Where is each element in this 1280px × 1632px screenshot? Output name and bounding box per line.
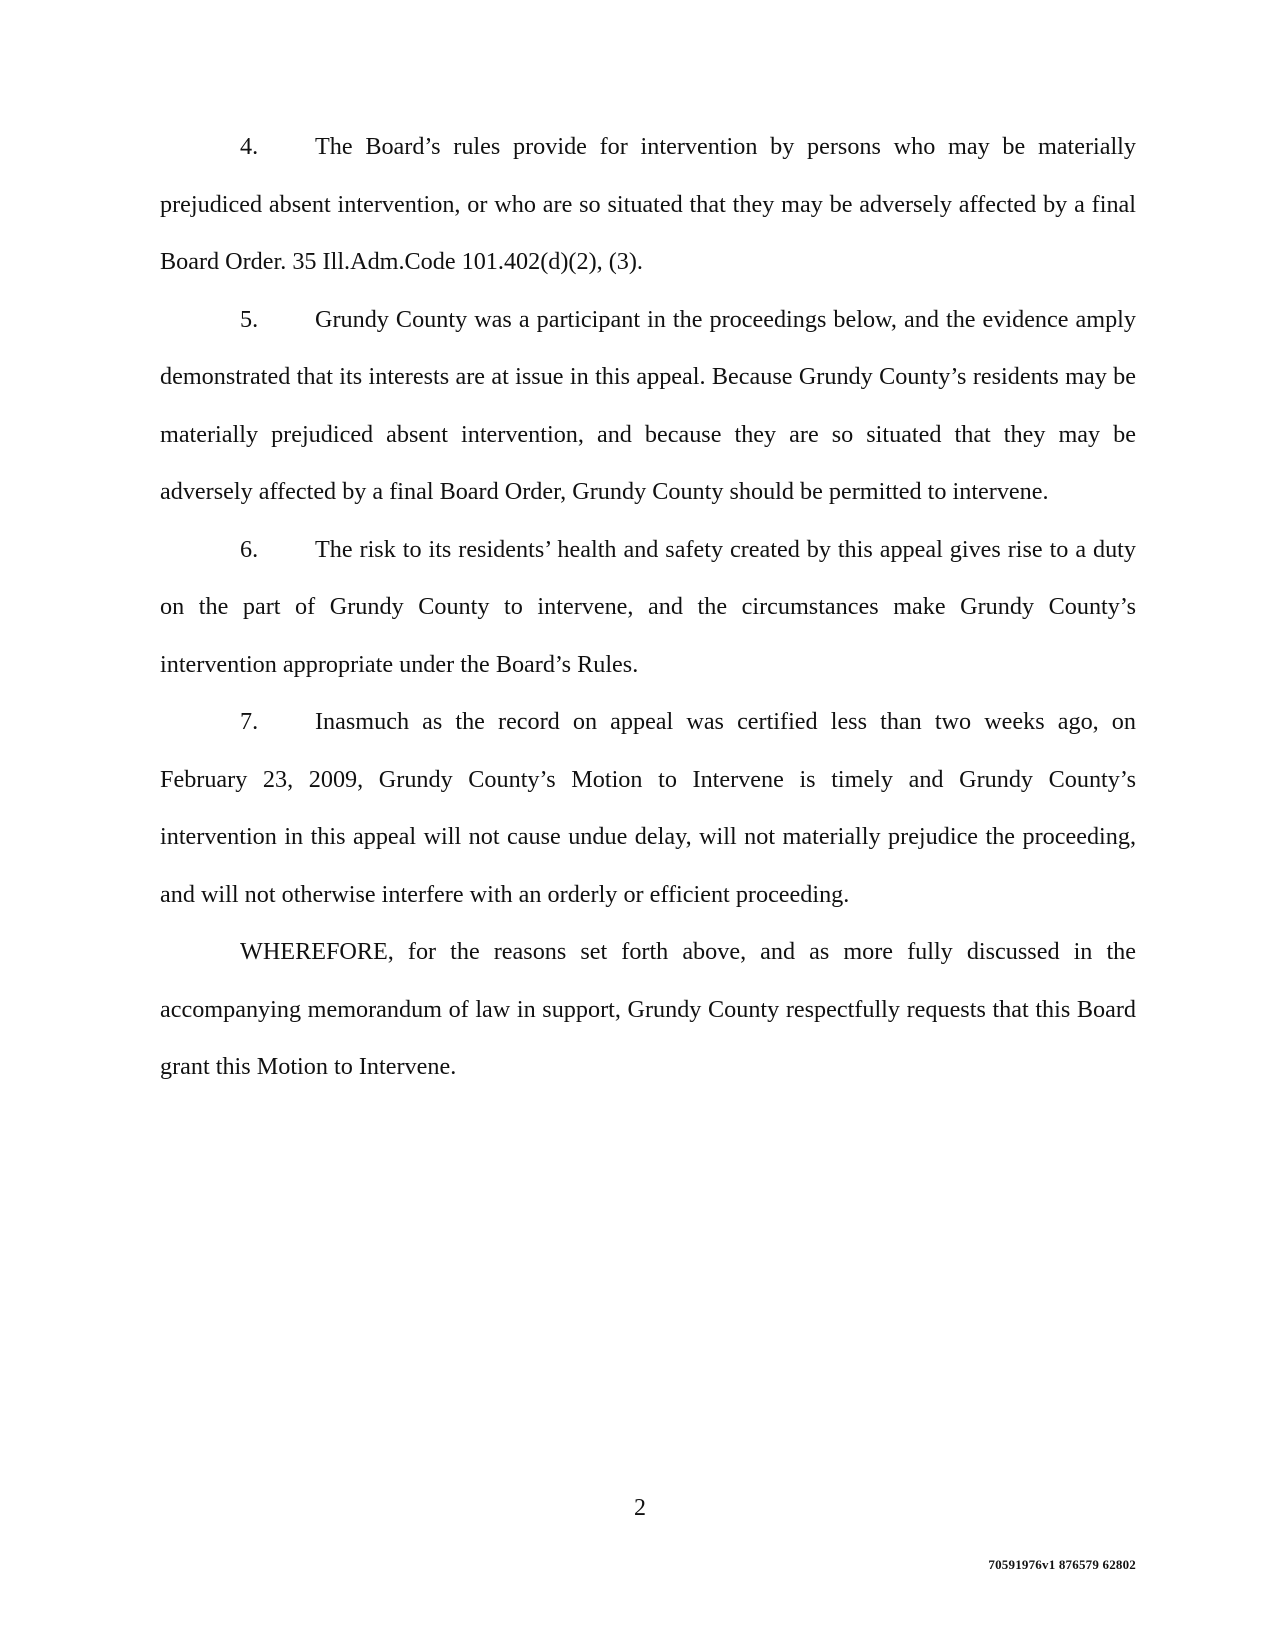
wherefore-paragraph: WHEREFORE, for the reasons set forth above, and as more fully discussed in the accompanying memorandum of law in support, Grundy County respectfully requests that this Board grant this Motion to Intervene. xyxy=(160,938,1136,1080)
paragraph-number: 4. xyxy=(240,133,259,160)
paragraph-number: 5. xyxy=(240,305,259,333)
paragraph-text: The risk to its residents’ health and safety created by this appeal gives rise to a duty on the part of Grundy County to intervene, and the circumstances make Grundy County’s intervention appropriate under the Board’s Rules. xyxy=(160,535,1136,678)
paragraph-number: 6. xyxy=(240,535,259,563)
page-number: 2 xyxy=(634,1495,646,1521)
paragraph-4 xyxy=(160,118,1136,291)
paragraph-7 xyxy=(160,693,1136,923)
paragraph-text: Grundy County was a participant in the proceedings below, and the evidence amply demonstrated that its interests are at issue in this appeal. Because Grundy County’s residents may be materially prejudiced absent intervention, and because they are so situated that they may be adversely affected by a final Board Order, Grundy County should be permitted to intervene. xyxy=(160,305,1136,505)
paragraph-6 xyxy=(160,521,1136,694)
paragraph-text: The Board’s rules provide for intervention by persons who may be materially prejudiced absent intervention, or who are so situated that they may be adversely affected by a final Board Order. 35 Ill.Adm.Code 101.402(d)(2), (3). xyxy=(160,133,1136,275)
paragraph-number: 7. xyxy=(240,708,259,735)
document-id-footer: 70591976v1 876579 62802 xyxy=(988,1557,1136,1572)
paragraph-text: Inasmuch as the record on appeal was certified less than two weeks ago, on February 23, 2009, Grundy County’s Motion to Intervene is timely and Grundy County’s intervention in this appeal will not cause undue delay, will not materially prejudice the proceeding, and will not otherwise interfere with an orderly or efficient proceeding. xyxy=(160,708,1136,908)
document-body xyxy=(160,118,1136,1096)
paragraph-5 xyxy=(160,291,1136,521)
